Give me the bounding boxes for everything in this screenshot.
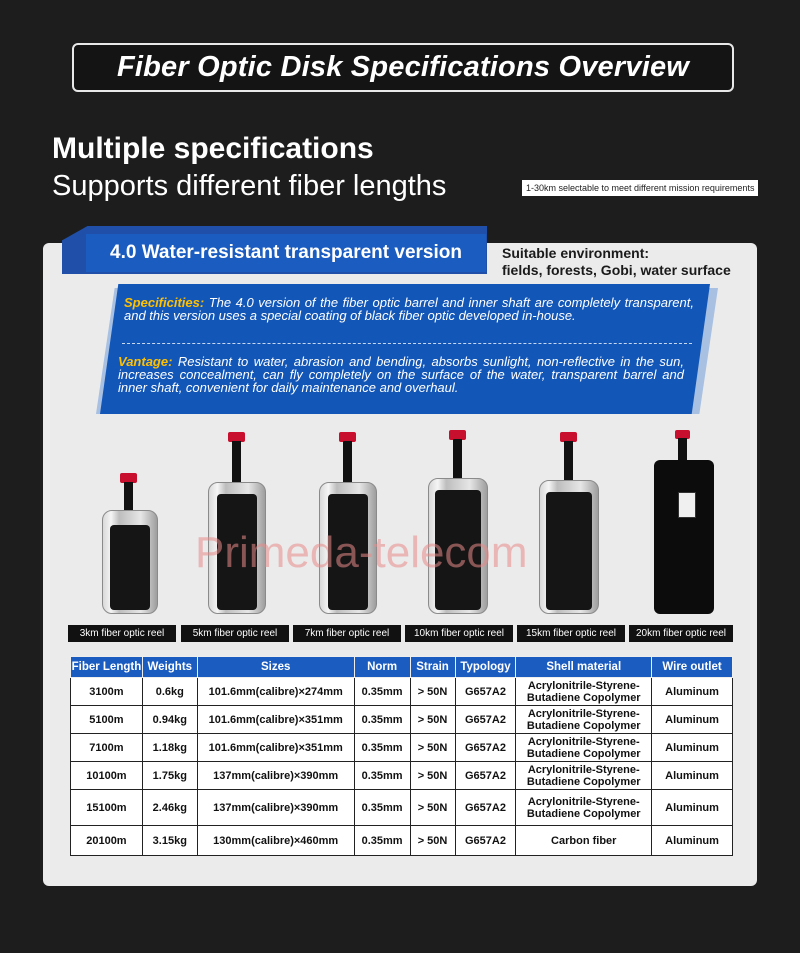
- table-cell: Acrylonitrile-Styrene-Butadiene Copolymer: [516, 706, 652, 734]
- table-cell: 3100m: [71, 678, 143, 706]
- table-cell: Aluminum: [652, 734, 733, 762]
- version-tab-label: 4.0 Water-resistant transparent version: [110, 242, 462, 263]
- column-header: Shell material: [516, 657, 652, 678]
- reel-label-20km: 20km fiber optic reel: [629, 625, 733, 642]
- reel-image-15km: [538, 432, 600, 615]
- specificities-label: Specificities:: [124, 295, 205, 310]
- table-cell: Aluminum: [652, 826, 733, 856]
- environment-value: fields, forests, Gobi, water surface: [502, 262, 731, 278]
- column-header: Fiber Length: [71, 657, 143, 678]
- divider: [122, 343, 692, 344]
- page-title: Fiber Optic Disk Specifications Overview: [116, 51, 690, 83]
- table-cell: G657A2: [455, 734, 516, 762]
- table-cell: 0.35mm: [354, 734, 410, 762]
- specificities-text: [124, 296, 694, 322]
- vantage-text: [118, 355, 684, 394]
- table-cell: 7100m: [71, 734, 143, 762]
- reel-label-3km: 3km fiber optic reel: [68, 625, 176, 642]
- table-cell: 5100m: [71, 706, 143, 734]
- table-cell: 0.35mm: [354, 790, 410, 826]
- reel-body: [654, 460, 714, 614]
- table-cell: 137mm(calibre)×390mm: [197, 762, 354, 790]
- table-row: [71, 706, 733, 734]
- reel-image-5km: [207, 432, 267, 615]
- table-cell: Acrylonitrile-Styrene-Butadiene Copolymer: [516, 790, 652, 826]
- table-cell: G657A2: [455, 762, 516, 790]
- reel-image-10km: [427, 430, 489, 615]
- reel-label-7km: 7km fiber optic reel: [293, 625, 401, 642]
- spec-table: [70, 656, 733, 856]
- table-cell: 0.35mm: [354, 826, 410, 856]
- table-cell: Aluminum: [652, 762, 733, 790]
- title-box: [72, 43, 734, 92]
- reel-shaft: [232, 441, 241, 486]
- table-cell: 10100m: [71, 762, 143, 790]
- table-header-row: [71, 657, 733, 678]
- table-row: [71, 790, 733, 826]
- table-cell: > 50N: [410, 762, 455, 790]
- reel-image-20km: [654, 430, 714, 615]
- headline: Multiple specifications: [52, 132, 374, 165]
- table-cell: 3.15kg: [142, 826, 197, 856]
- reel-sticker: [678, 492, 696, 518]
- column-header: Sizes: [197, 657, 354, 678]
- table-cell: Carbon fiber: [516, 826, 652, 856]
- environment-info: [502, 245, 731, 279]
- table-cell: Acrylonitrile-Styrene-Butadiene Copolymer: [516, 678, 652, 706]
- table-cell: 0.35mm: [354, 706, 410, 734]
- table-cell: 137mm(calibre)×390mm: [197, 790, 354, 826]
- column-header: Strain: [410, 657, 455, 678]
- watermark: Primeda-telecom: [195, 528, 528, 577]
- column-header: Wire outlet: [652, 657, 733, 678]
- table-cell: Aluminum: [652, 678, 733, 706]
- table-cell: > 50N: [410, 678, 455, 706]
- column-header: Weights: [142, 657, 197, 678]
- table-cell: > 50N: [410, 826, 455, 856]
- table-cell: Aluminum: [652, 706, 733, 734]
- table-cell: 130mm(calibre)×460mm: [197, 826, 354, 856]
- table-cell: Aluminum: [652, 790, 733, 826]
- reel-label-5km: 5km fiber optic reel: [181, 625, 289, 642]
- reel-core: [546, 492, 592, 610]
- table-cell: 20100m: [71, 826, 143, 856]
- table-cell: > 50N: [410, 734, 455, 762]
- table-cell: Acrylonitrile-Styrene-Butadiene Copolymer: [516, 734, 652, 762]
- version-tab: [86, 234, 486, 272]
- reel-shaft: [124, 482, 133, 512]
- table-cell: G657A2: [455, 790, 516, 826]
- table-cell: 101.6mm(calibre)×351mm: [197, 706, 354, 734]
- reel-label-15km: 15km fiber optic reel: [517, 625, 625, 642]
- reel-shaft: [564, 441, 573, 483]
- table-cell: Acrylonitrile-Styrene-Butadiene Copolymer: [516, 762, 652, 790]
- environment-label: Suitable environment:: [502, 245, 650, 261]
- table-row: [71, 734, 733, 762]
- table-row: [71, 826, 733, 856]
- table-cell: 1.75kg: [142, 762, 197, 790]
- vantage-body: Resistant to water, abrasion and bending, absorbs sunlight, non-reflective in the sun, increases concealment, can fly completely on the surface of the water, transparent barrel and inner shaft, convenient for daily maintenance and overhaul.: [118, 354, 684, 395]
- table-row: [71, 762, 733, 790]
- table-cell: 1.18kg: [142, 734, 197, 762]
- reel-label-10km: 10km fiber optic reel: [405, 625, 513, 642]
- table-cell: G657A2: [455, 706, 516, 734]
- subheadline: Supports different fiber lengths: [52, 170, 447, 202]
- reel-core: [110, 525, 150, 610]
- specificities-body: The 4.0 version of the fiber optic barrel and inner shaft are completely transparent, and this version uses a special coating of black fiber optic developed in-house.: [124, 295, 694, 323]
- table-cell: 15100m: [71, 790, 143, 826]
- table-cell: 0.35mm: [354, 762, 410, 790]
- table-cell: > 50N: [410, 706, 455, 734]
- table-row: [71, 678, 733, 706]
- vantage-label: Vantage:: [118, 354, 173, 369]
- table-cell: G657A2: [455, 678, 516, 706]
- table-cell: 101.6mm(calibre)×274mm: [197, 678, 354, 706]
- table-cell: 0.35mm: [354, 678, 410, 706]
- reel-shaft: [343, 441, 352, 486]
- reel-shaft: [453, 439, 462, 481]
- table-cell: 101.6mm(calibre)×351mm: [197, 734, 354, 762]
- column-header: Norm: [354, 657, 410, 678]
- table-cell: 2.46kg: [142, 790, 197, 826]
- column-header: Typology: [455, 657, 516, 678]
- table-cell: 0.94kg: [142, 706, 197, 734]
- reel-image-7km: [318, 432, 378, 615]
- table-cell: G657A2: [455, 826, 516, 856]
- reel-image-3km: [100, 470, 160, 615]
- table-cell: > 50N: [410, 790, 455, 826]
- reel-shaft: [678, 438, 687, 462]
- table-cell: 0.6kg: [142, 678, 197, 706]
- length-note: 1-30km selectable to meet different mission requirements: [522, 180, 758, 196]
